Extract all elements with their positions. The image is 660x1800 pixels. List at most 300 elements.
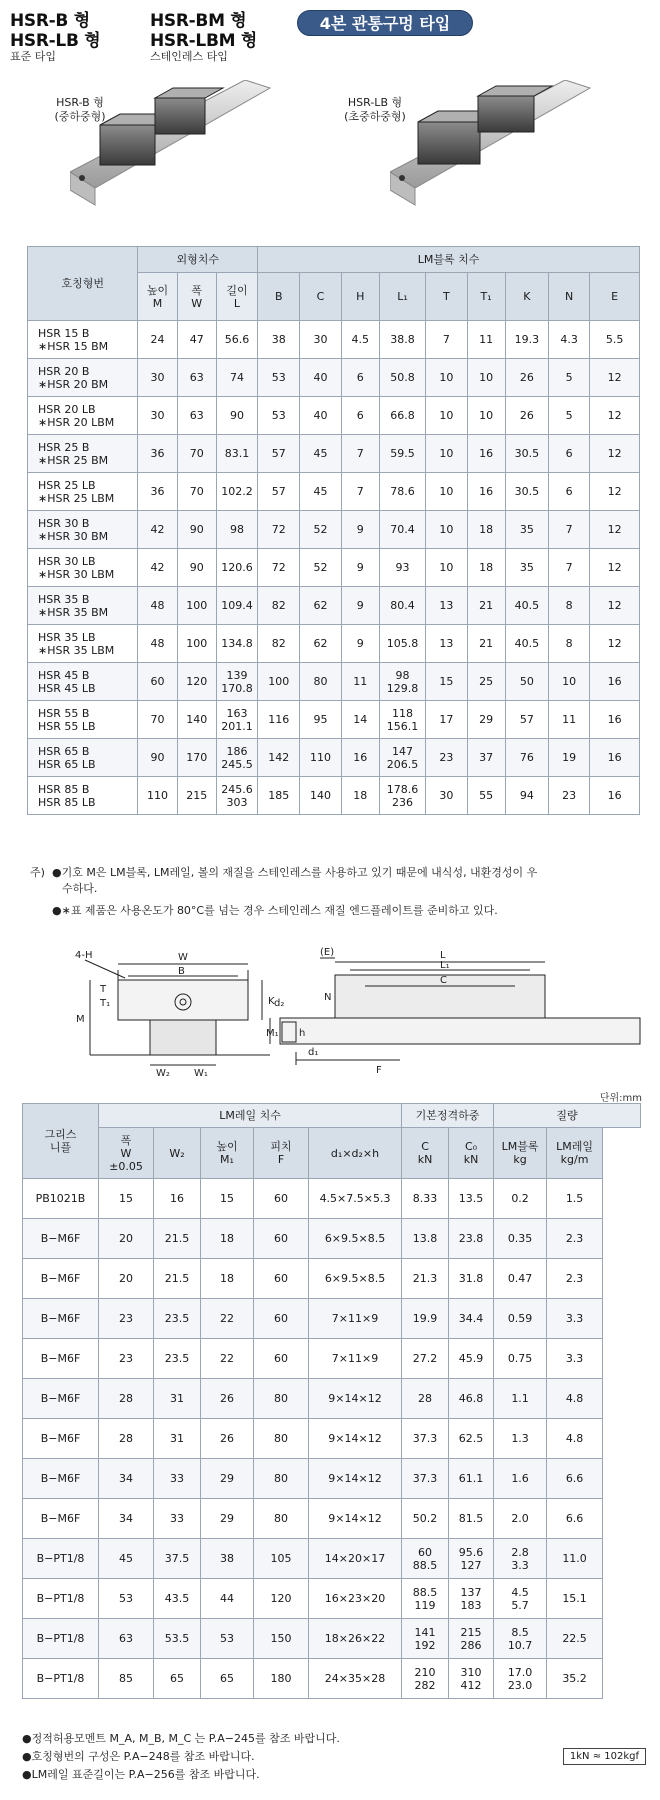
label-w1: W₁ bbox=[194, 1068, 208, 1079]
value-cell: 50 bbox=[505, 663, 548, 701]
value-cell: 10 bbox=[426, 397, 467, 435]
label-d2: d₂ bbox=[274, 998, 285, 1009]
value-cell: 15 bbox=[426, 663, 467, 701]
value-cell: 80 bbox=[254, 1459, 309, 1499]
value-cell: 83.1 bbox=[216, 435, 257, 473]
value-cell: 3.3 bbox=[547, 1299, 603, 1339]
label-m1: M₁ bbox=[266, 1028, 279, 1039]
dimension-table bbox=[27, 246, 640, 815]
value-cell: 53 bbox=[201, 1619, 254, 1659]
value-cell: 120.6 bbox=[216, 549, 257, 587]
value-cell: 105 bbox=[254, 1539, 309, 1579]
value-cell: 18 bbox=[341, 777, 379, 815]
value-cell: 18×26×22 bbox=[309, 1619, 402, 1659]
table-row bbox=[28, 321, 640, 359]
value-cell: 37.5 bbox=[154, 1539, 201, 1579]
value-cell: 90 bbox=[138, 739, 177, 777]
value-cell: 30 bbox=[300, 321, 341, 359]
subheader-0: 높이 M bbox=[138, 273, 177, 321]
footer-notes bbox=[22, 1730, 340, 1784]
caption-right-line2: (초중하중형) bbox=[344, 110, 406, 123]
value-cell: 18 bbox=[467, 549, 505, 587]
value-cell: 12 bbox=[590, 511, 640, 549]
value-cell: 70 bbox=[177, 435, 216, 473]
value-cell: 6 bbox=[549, 473, 590, 511]
value-cell: 109.4 bbox=[216, 587, 257, 625]
value-cell: 24×35×28 bbox=[309, 1659, 402, 1699]
value-cell: 72 bbox=[258, 511, 300, 549]
subheader-4: d₁×d₂×h bbox=[309, 1128, 402, 1179]
value-cell: 110 bbox=[138, 777, 177, 815]
value-cell: 9×14×12 bbox=[309, 1419, 402, 1459]
hsr-b-product-image bbox=[70, 80, 280, 210]
header-outer-dimensions: 외형치수 bbox=[138, 247, 258, 273]
value-cell: 8.5 10.7 bbox=[494, 1619, 547, 1659]
subheader-2: 높이 M₁ bbox=[201, 1128, 254, 1179]
table-row bbox=[28, 549, 640, 587]
value-cell: 215 286 bbox=[449, 1619, 494, 1659]
value-cell: 61.1 bbox=[449, 1459, 494, 1499]
value-cell: 90 bbox=[177, 549, 216, 587]
table-row bbox=[23, 1259, 641, 1299]
value-cell: 5.5 bbox=[590, 321, 640, 359]
unit-conversion: 1kN ≈ 102kgf bbox=[563, 1748, 646, 1765]
value-cell: 60 bbox=[254, 1339, 309, 1379]
value-cell: 53 bbox=[258, 359, 300, 397]
value-cell: 5 bbox=[549, 397, 590, 435]
value-cell: 178.6 236 bbox=[379, 777, 425, 815]
table-row bbox=[23, 1539, 641, 1579]
value-cell: 94 bbox=[505, 777, 548, 815]
value-cell: 9×14×12 bbox=[309, 1379, 402, 1419]
value-cell: 7×11×9 bbox=[309, 1299, 402, 1339]
value-cell: 7 bbox=[426, 321, 467, 359]
model-cell: HSR 35 B ∗HSR 35 BM bbox=[28, 587, 138, 625]
subheader-6: L₁ bbox=[379, 273, 425, 321]
value-cell: 23 bbox=[549, 777, 590, 815]
value-cell: 310 412 bbox=[449, 1659, 494, 1699]
value-cell: 43.5 bbox=[154, 1579, 201, 1619]
value-cell: 53 bbox=[258, 397, 300, 435]
value-cell: 13 bbox=[426, 587, 467, 625]
value-cell: 11.0 bbox=[547, 1539, 603, 1579]
value-cell: 16 bbox=[590, 701, 640, 739]
value-cell: 30 bbox=[138, 397, 177, 435]
load-c-cell: 13.8 bbox=[402, 1219, 449, 1259]
value-cell: 16 bbox=[467, 435, 505, 473]
value-cell: 0.35 bbox=[494, 1219, 547, 1259]
label-d1: d₁ bbox=[308, 1047, 319, 1058]
value-cell: 47 bbox=[177, 321, 216, 359]
value-cell: 12 bbox=[590, 359, 640, 397]
table-row bbox=[23, 1179, 641, 1219]
subheader-0: 폭 W ±0.05 bbox=[99, 1128, 154, 1179]
value-cell: 16 bbox=[341, 739, 379, 777]
header-rail-dimensions: LM레일 치수 bbox=[99, 1104, 402, 1128]
value-cell: 37 bbox=[467, 739, 505, 777]
value-cell: 2.0 bbox=[494, 1499, 547, 1539]
value-cell: 150 bbox=[254, 1619, 309, 1659]
value-cell: 63 bbox=[177, 359, 216, 397]
value-cell: 80 bbox=[254, 1499, 309, 1539]
page-header bbox=[10, 6, 650, 66]
value-cell: 78.6 bbox=[379, 473, 425, 511]
value-cell: 30.5 bbox=[505, 473, 548, 511]
value-cell: 23 bbox=[99, 1339, 154, 1379]
title-hsr-lbm: HSR-LBM 형 bbox=[150, 31, 257, 51]
value-cell: 62 bbox=[300, 625, 341, 663]
value-cell: 14×20×17 bbox=[309, 1539, 402, 1579]
value-cell: 137 183 bbox=[449, 1579, 494, 1619]
value-cell: 62 bbox=[300, 587, 341, 625]
value-cell: 29 bbox=[467, 701, 505, 739]
table-row bbox=[23, 1379, 641, 1419]
value-cell: 100 bbox=[258, 663, 300, 701]
subheader-6: C₀ kN bbox=[449, 1128, 494, 1179]
value-cell: 12 bbox=[590, 397, 640, 435]
value-cell: 186 245.5 bbox=[216, 739, 257, 777]
value-cell: 45 bbox=[99, 1539, 154, 1579]
table-row bbox=[23, 1619, 641, 1659]
value-cell: 10 bbox=[426, 549, 467, 587]
value-cell: 185 bbox=[258, 777, 300, 815]
value-cell: 76 bbox=[505, 739, 548, 777]
subheader-4: C bbox=[300, 273, 341, 321]
table-row bbox=[23, 1219, 641, 1259]
subheader-7: T bbox=[426, 273, 467, 321]
value-cell: 102.2 bbox=[216, 473, 257, 511]
model-cell: HSR 30 LB ∗HSR 30 LBM bbox=[28, 549, 138, 587]
value-cell: 95 bbox=[300, 701, 341, 739]
footer-note-2: ●호칭형번의 구성은 P.A−248를 참조 바랍니다. bbox=[22, 1750, 255, 1763]
value-cell: 70 bbox=[138, 701, 177, 739]
model-cell: HSR 25 LB ∗HSR 25 LBM bbox=[28, 473, 138, 511]
value-cell: 45.9 bbox=[449, 1339, 494, 1379]
value-cell: 180 bbox=[254, 1659, 309, 1699]
header-block-dimensions: LM블록 치수 bbox=[258, 247, 640, 273]
value-cell: 46.8 bbox=[449, 1379, 494, 1419]
caption-right-line1: HSR-LB 형 bbox=[347, 96, 403, 109]
value-cell: 48 bbox=[138, 625, 177, 663]
value-cell: 118 156.1 bbox=[379, 701, 425, 739]
grease-nipple-cell: B−PT1/8 bbox=[23, 1619, 99, 1659]
subheader-1: 폭 W bbox=[177, 273, 216, 321]
value-cell: 90 bbox=[177, 511, 216, 549]
model-cell: HSR 45 B HSR 45 LB bbox=[28, 663, 138, 701]
value-cell: 48 bbox=[138, 587, 177, 625]
value-cell: 33 bbox=[154, 1499, 201, 1539]
table-row bbox=[23, 1659, 641, 1699]
value-cell: 60 bbox=[254, 1219, 309, 1259]
value-cell: 80.4 bbox=[379, 587, 425, 625]
caption-left-line2: (중하중형) bbox=[54, 110, 106, 123]
value-cell: 98 129.8 bbox=[379, 663, 425, 701]
value-cell: 31 bbox=[154, 1419, 201, 1459]
label-n: N bbox=[324, 992, 332, 1003]
value-cell: 13 bbox=[426, 625, 467, 663]
value-cell: 10 bbox=[426, 473, 467, 511]
subheader-3: 피치 F bbox=[254, 1128, 309, 1179]
value-cell: 9 bbox=[341, 511, 379, 549]
value-cell: 26 bbox=[505, 359, 548, 397]
value-cell: 19.3 bbox=[505, 321, 548, 359]
value-cell: 22 bbox=[201, 1299, 254, 1339]
value-cell: 100 bbox=[177, 625, 216, 663]
value-cell: 21 bbox=[467, 587, 505, 625]
value-cell: 50.8 bbox=[379, 359, 425, 397]
load-c-cell: 88.5 119 bbox=[402, 1579, 449, 1619]
value-cell: 44 bbox=[201, 1579, 254, 1619]
value-cell: 26 bbox=[505, 397, 548, 435]
value-cell: 140 bbox=[300, 777, 341, 815]
value-cell: 1.3 bbox=[494, 1419, 547, 1459]
value-cell: 9 bbox=[341, 549, 379, 587]
table-row bbox=[28, 777, 640, 815]
label-l1: L₁ bbox=[440, 960, 450, 971]
table-row bbox=[23, 1419, 641, 1459]
value-cell: 0.47 bbox=[494, 1259, 547, 1299]
label-w2: W₂ bbox=[156, 1068, 170, 1079]
table-row bbox=[28, 701, 640, 739]
value-cell: 98 bbox=[216, 511, 257, 549]
load-c-cell: 28 bbox=[402, 1379, 449, 1419]
value-cell: 2.3 bbox=[547, 1259, 603, 1299]
value-cell: 2.8 3.3 bbox=[494, 1539, 547, 1579]
header-basic-load: 기본정격하중 bbox=[402, 1104, 494, 1128]
value-cell: 20 bbox=[99, 1219, 154, 1259]
value-cell: 1.6 bbox=[494, 1459, 547, 1499]
value-cell: 7 bbox=[341, 473, 379, 511]
title-hsr-b: HSR-B 형 bbox=[10, 11, 90, 31]
value-cell: 120 bbox=[177, 663, 216, 701]
value-cell: 65 bbox=[201, 1659, 254, 1699]
rail-spec-table bbox=[22, 1103, 641, 1699]
caption-left-line1: HSR-B 형 bbox=[56, 96, 104, 109]
subheader-3: B bbox=[258, 273, 300, 321]
value-cell: 65 bbox=[154, 1659, 201, 1699]
load-c-cell: 50.2 bbox=[402, 1499, 449, 1539]
value-cell: 95.6 127 bbox=[449, 1539, 494, 1579]
table-row bbox=[23, 1579, 641, 1619]
value-cell: 7×11×9 bbox=[309, 1339, 402, 1379]
value-cell: 53.5 bbox=[154, 1619, 201, 1659]
value-cell: 7 bbox=[549, 549, 590, 587]
value-cell: 2.3 bbox=[547, 1219, 603, 1259]
label-k: K bbox=[268, 996, 275, 1007]
subheader-5: H bbox=[341, 273, 379, 321]
grease-nipple-cell: B−M6F bbox=[23, 1339, 99, 1379]
table-row bbox=[28, 473, 640, 511]
subheader-8: T₁ bbox=[467, 273, 505, 321]
value-cell: 36 bbox=[138, 473, 177, 511]
subheader-8: LM레일 kg/m bbox=[547, 1128, 603, 1179]
value-cell: 59.5 bbox=[379, 435, 425, 473]
value-cell: 45 bbox=[300, 435, 341, 473]
value-cell: 85 bbox=[99, 1659, 154, 1699]
value-cell: 17 bbox=[426, 701, 467, 739]
value-cell: 140 bbox=[177, 701, 216, 739]
label-c: C bbox=[440, 975, 447, 986]
value-cell: 12 bbox=[590, 625, 640, 663]
value-cell: 4.5×7.5×5.3 bbox=[309, 1179, 402, 1219]
model-cell: HSR 25 B ∗HSR 25 BM bbox=[28, 435, 138, 473]
value-cell: 8 bbox=[549, 625, 590, 663]
value-cell: 11 bbox=[341, 663, 379, 701]
subheader-9: K bbox=[505, 273, 548, 321]
model-cell: HSR 65 B HSR 65 LB bbox=[28, 739, 138, 777]
header-grease-nipple: 그리스 니플 bbox=[23, 1104, 99, 1179]
value-cell: 35.2 bbox=[547, 1659, 603, 1699]
value-cell: 100 bbox=[177, 587, 216, 625]
label-e: (E) bbox=[320, 947, 335, 958]
value-cell: 38.8 bbox=[379, 321, 425, 359]
table-row bbox=[28, 663, 640, 701]
value-cell: 30 bbox=[138, 359, 177, 397]
value-cell: 70.4 bbox=[379, 511, 425, 549]
value-cell: 18 bbox=[201, 1259, 254, 1299]
table-row bbox=[28, 397, 640, 435]
load-c-cell: 21.3 bbox=[402, 1259, 449, 1299]
value-cell: 4.3 bbox=[549, 321, 590, 359]
value-cell: 34 bbox=[99, 1499, 154, 1539]
value-cell: 4.5 bbox=[341, 321, 379, 359]
value-cell: 8 bbox=[549, 587, 590, 625]
value-cell: 12 bbox=[590, 587, 640, 625]
value-cell: 22.5 bbox=[547, 1619, 603, 1659]
label-l: L bbox=[440, 950, 446, 961]
value-cell: 57 bbox=[258, 435, 300, 473]
value-cell: 33 bbox=[154, 1459, 201, 1499]
load-c-cell: 60 88.5 bbox=[402, 1539, 449, 1579]
value-cell: 31.8 bbox=[449, 1259, 494, 1299]
value-cell: 60 bbox=[254, 1259, 309, 1299]
grease-nipple-cell: B−M6F bbox=[23, 1419, 99, 1459]
value-cell: 110 bbox=[300, 739, 341, 777]
value-cell: 57 bbox=[505, 701, 548, 739]
grease-nipple-cell: B−PT1/8 bbox=[23, 1579, 99, 1619]
subheader-1: W₂ bbox=[154, 1128, 201, 1179]
grease-nipple-cell: B−PT1/8 bbox=[23, 1659, 99, 1699]
value-cell: 28 bbox=[99, 1419, 154, 1459]
value-cell: 52 bbox=[300, 511, 341, 549]
model-cell: HSR 20 B ∗HSR 20 BM bbox=[28, 359, 138, 397]
value-cell: 20 bbox=[99, 1259, 154, 1299]
value-cell: 16×23×20 bbox=[309, 1579, 402, 1619]
value-cell: 5 bbox=[549, 359, 590, 397]
value-cell: 80 bbox=[300, 663, 341, 701]
unit-label: 단위:mm bbox=[599, 1093, 642, 1104]
label-4h: 4-H bbox=[75, 950, 93, 961]
subtitle-stainless: 스테인레스 타입 bbox=[150, 50, 228, 63]
value-cell: 74 bbox=[216, 359, 257, 397]
value-cell: 21.5 bbox=[154, 1219, 201, 1259]
footer-note-1: ●정적허용모멘트 M_A, M_B, M_C 는 P.A−245를 참조 바랍니다. bbox=[22, 1732, 340, 1745]
notes-prefix: 주) bbox=[30, 866, 45, 879]
label-f: F bbox=[376, 1065, 382, 1076]
note-1-cont: 수하다. bbox=[62, 882, 98, 895]
value-cell: 17.0 23.0 bbox=[494, 1659, 547, 1699]
value-cell: 134.8 bbox=[216, 625, 257, 663]
value-cell: 40 bbox=[300, 359, 341, 397]
value-cell: 9×14×12 bbox=[309, 1459, 402, 1499]
value-cell: 60 bbox=[138, 663, 177, 701]
value-cell: 34 bbox=[99, 1459, 154, 1499]
value-cell: 45 bbox=[300, 473, 341, 511]
value-cell: 55 bbox=[467, 777, 505, 815]
value-cell: 60 bbox=[254, 1299, 309, 1339]
table-row bbox=[23, 1339, 641, 1379]
value-cell: 80 bbox=[254, 1379, 309, 1419]
value-cell: 19 bbox=[549, 739, 590, 777]
value-cell: 147 206.5 bbox=[379, 739, 425, 777]
value-cell: 35 bbox=[505, 549, 548, 587]
value-cell: 63 bbox=[99, 1619, 154, 1659]
value-cell: 15.1 bbox=[547, 1579, 603, 1619]
value-cell: 6 bbox=[549, 435, 590, 473]
grease-nipple-cell: B−PT1/8 bbox=[23, 1539, 99, 1579]
value-cell: 215 bbox=[177, 777, 216, 815]
table-row bbox=[28, 739, 640, 777]
value-cell: 0.2 bbox=[494, 1179, 547, 1219]
value-cell: 22 bbox=[201, 1339, 254, 1379]
grease-nipple-cell: PB1021B bbox=[23, 1179, 99, 1219]
value-cell: 10 bbox=[426, 359, 467, 397]
value-cell: 10 bbox=[426, 435, 467, 473]
value-cell: 40.5 bbox=[505, 625, 548, 663]
value-cell: 82 bbox=[258, 625, 300, 663]
value-cell: 72 bbox=[258, 549, 300, 587]
value-cell: 6.6 bbox=[547, 1499, 603, 1539]
value-cell: 66.8 bbox=[379, 397, 425, 435]
value-cell: 36 bbox=[138, 435, 177, 473]
title-hsr-lb: HSR-LB 형 bbox=[10, 31, 101, 51]
value-cell: 105.8 bbox=[379, 625, 425, 663]
value-cell: 12 bbox=[590, 435, 640, 473]
table-row bbox=[23, 1299, 641, 1339]
value-cell: 11 bbox=[549, 701, 590, 739]
value-cell: 139 170.8 bbox=[216, 663, 257, 701]
value-cell: 7 bbox=[549, 511, 590, 549]
value-cell: 10 bbox=[467, 397, 505, 435]
load-c-cell: 19.9 bbox=[402, 1299, 449, 1339]
value-cell: 63 bbox=[177, 397, 216, 435]
value-cell: 38 bbox=[201, 1539, 254, 1579]
value-cell: 62.5 bbox=[449, 1419, 494, 1459]
value-cell: 16 bbox=[154, 1179, 201, 1219]
value-cell: 15 bbox=[99, 1179, 154, 1219]
value-cell: 142 bbox=[258, 739, 300, 777]
value-cell: 6×9.5×8.5 bbox=[309, 1219, 402, 1259]
label-w: W bbox=[178, 952, 188, 963]
value-cell: 81.5 bbox=[449, 1499, 494, 1539]
type-badge: 4본 관통구멍 타입 bbox=[297, 10, 473, 36]
value-cell: 24 bbox=[138, 321, 177, 359]
dimension-drawing bbox=[70, 940, 650, 1080]
value-cell: 31 bbox=[154, 1379, 201, 1419]
load-c-cell: 37.3 bbox=[402, 1459, 449, 1499]
value-cell: 18 bbox=[201, 1219, 254, 1259]
value-cell: 23.5 bbox=[154, 1339, 201, 1379]
value-cell: 23.5 bbox=[154, 1299, 201, 1339]
load-c-cell: 37.3 bbox=[402, 1419, 449, 1459]
header-model: 호칭형번 bbox=[28, 247, 138, 321]
value-cell: 40 bbox=[300, 397, 341, 435]
value-cell: 23 bbox=[99, 1299, 154, 1339]
header-mass: 질량 bbox=[494, 1104, 641, 1128]
value-cell: 60 bbox=[254, 1179, 309, 1219]
grease-nipple-cell: B−M6F bbox=[23, 1219, 99, 1259]
value-cell: 25 bbox=[467, 663, 505, 701]
